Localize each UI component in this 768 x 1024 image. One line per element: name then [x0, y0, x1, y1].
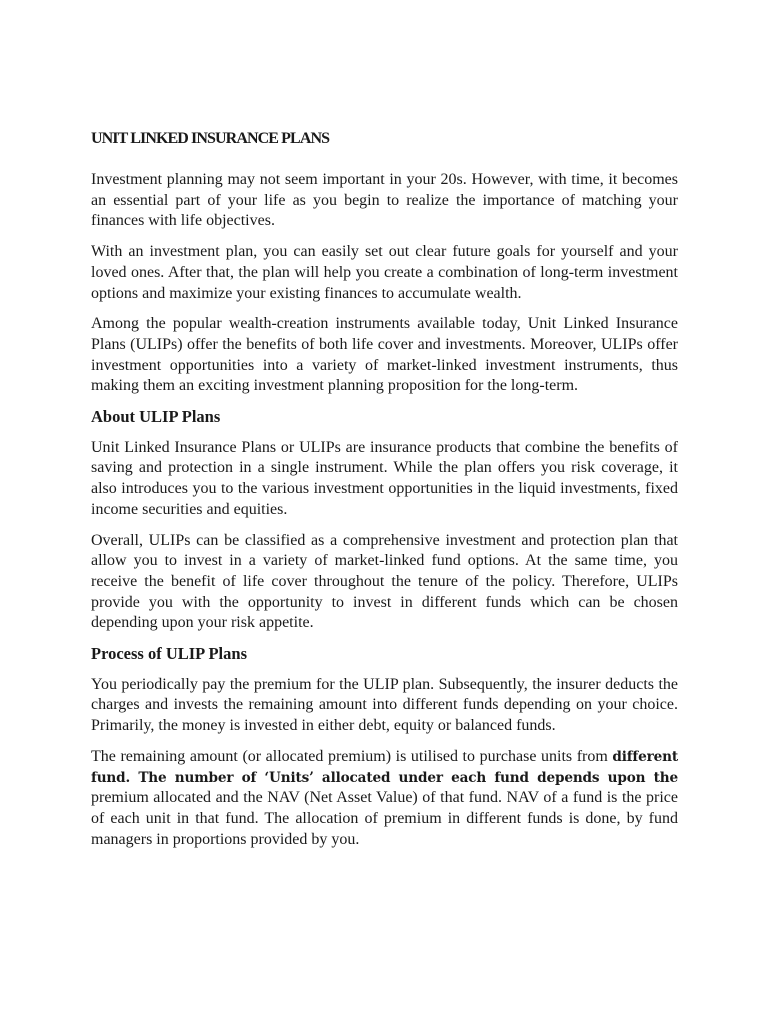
- process-paragraph-1: You periodically pay the premium for the ULIP plan. Subsequently, the insurer deducts the charges and invests the remaining amount into different funds depending on your choice. Primarily, the money is invested in either debt, equity or balanced funds.: [91, 675, 678, 735]
- intro-paragraph-3: Among the popular wealth-creation instruments available today, Unit Linked Insurance Plans (ULIPs) offer the benefits of both life cover and investments. Moreover, ULIPs offer investment opportunities into a variety of market-linked investment instruments, thus making them an exciting investment planning proposition for the long-term.: [91, 315, 678, 395]
- document-title: UNIT LINKED INSURANCE PLANS: [91, 130, 330, 147]
- process-paragraph-2: [91, 747, 678, 851]
- process-paragraph-2-part-1: The remaining amount (or allocated premium) is utilised to purchase units from: [91, 747, 613, 765]
- process-paragraph-2-part-3: premium allocated and the NAV (Net Asset Value) of that fund. NAV of a fund is the price of each unit in that fund. The allocation of premium in different funds is done, by fund managers in proportions provided by you.: [91, 789, 678, 848]
- process-paragraph-2-part-2: different fund. The number of ‘Units’ allocated under each fund depends upon the: [91, 748, 678, 786]
- about-paragraph-2: Overall, ULIPs can be classified as a comprehensive investment and protection plan that allow you to invest in a variety of market-linked fund options. At the same time, you receive the benefit of life cover throughout the tenure of the policy. Therefore, ULIPs provide you with the opportunity to invest in different funds which can be chosen depending upon your risk appetite.: [91, 531, 678, 632]
- section-heading-process: Process of ULIP Plans: [91, 644, 247, 664]
- intro-paragraph-1: Investment planning may not seem important in your 20s. However, with time, it becomes an essential part of your life as you begin to realize the importance of matching your finances with life objectives.: [91, 171, 678, 230]
- about-paragraph-1: Unit Linked Insurance Plans or ULIPs are insurance products that combine the benefits of saving and protection in a single instrument. While the plan offers you risk coverage, it also introduces you to the various investment opportunities in the liquid investments, fixed income securities and equities.: [91, 438, 678, 518]
- intro-paragraph-2: With an investment plan, you can easily set out clear future goals for yourself and your loved ones. After that, the plan will help you create a combination of long-term investment options and maximize your existing finances to accumulate wealth.: [91, 243, 678, 302]
- document-body: [91, 170, 678, 860]
- section-heading-about: About ULIP Plans: [91, 407, 221, 427]
